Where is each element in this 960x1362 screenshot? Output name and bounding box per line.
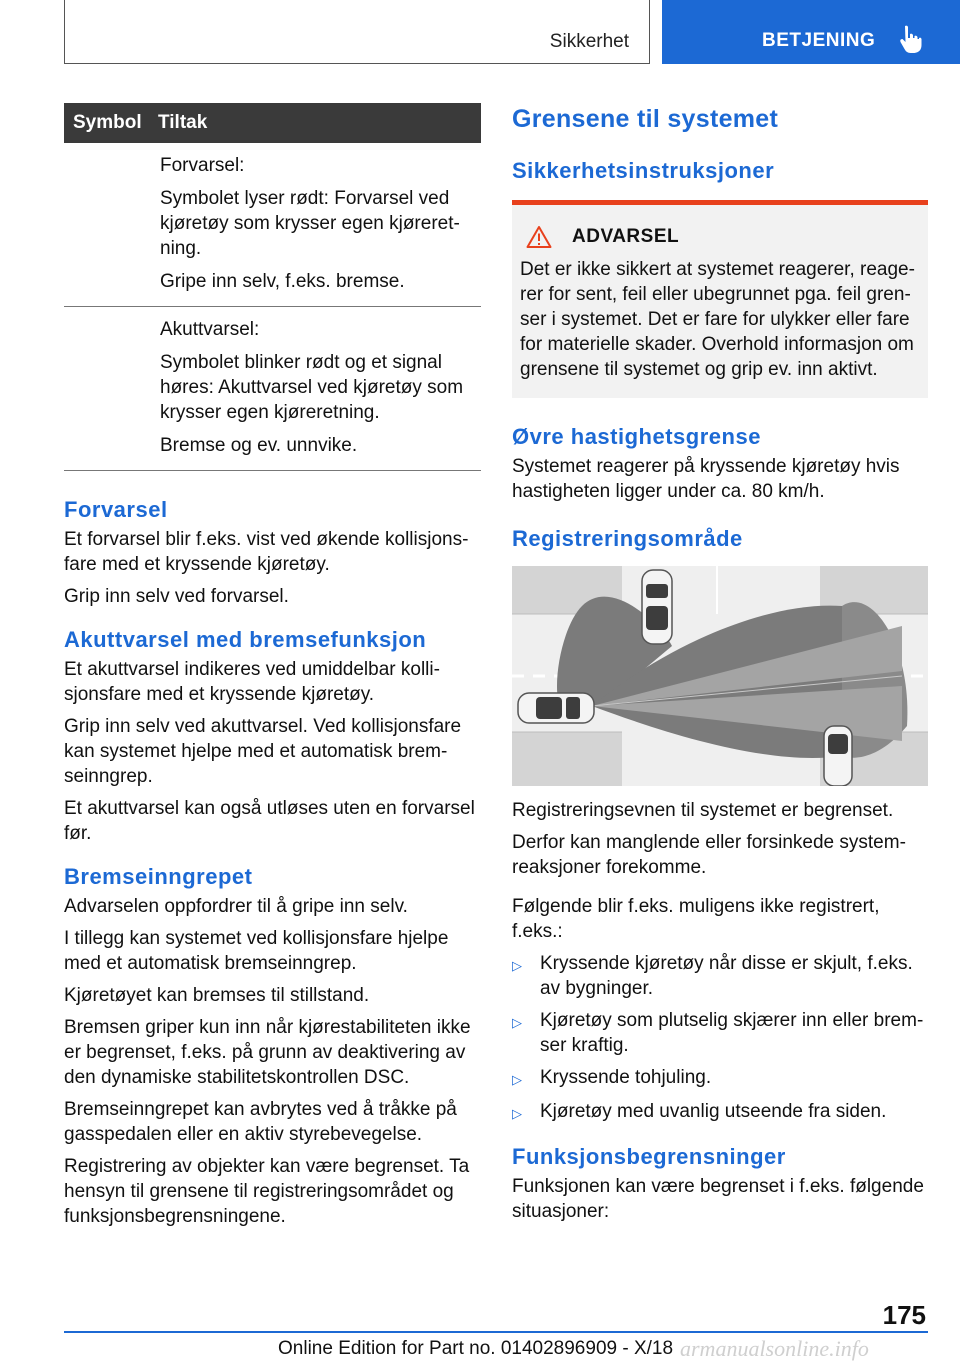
footer-divider: [64, 1331, 928, 1333]
akutt-paragraph: Grip inn selv ved akuttvarsel. Ved kollisjonsfare kan systemet hjelpe med et automatisk brem- seinngrep.: [64, 716, 462, 787]
table-row-line: Symbolet lyser rødt: Forvarsel ved kjøretøy som krysser egen kjøreret- ning.: [160, 188, 460, 259]
safety-subtitle: Sikkerhetsinstruksjoner: [512, 158, 775, 183]
bremse-paragraph: Advarselen oppfordrer til å gripe inn selv.: [64, 896, 408, 917]
table-row: [64, 143, 481, 307]
forvarsel-paragraph: Grip inn selv ved forvarsel.: [64, 586, 289, 607]
chapter-tab[interactable]: [662, 0, 960, 64]
chapter-tab-label: BETJENING: [762, 30, 876, 51]
speed-paragraph: Systemet reagerer på kryssende kjøretøy hvis hastigheten ligger under ca. 80 km/h.: [512, 456, 900, 502]
right-column: [512, 103, 928, 1224]
table-header: [64, 103, 481, 143]
range-heading: Registreringsområde: [512, 526, 743, 551]
akutt-paragraph: Et akuttvarsel indikeres ved umiddelbar kolli- sjonsfare med et kryssende kjøretøy.: [64, 659, 440, 705]
list-item: [512, 951, 928, 1001]
header-section-box: [64, 0, 650, 64]
bremse-heading: Bremseinngrepet: [64, 864, 253, 889]
edition-text: Online Edition for Part no. 01402896909 - X/18: [278, 1338, 674, 1359]
akutt-paragraph: Et akuttvarsel kan også utløses uten en forvarsel før.: [64, 798, 475, 844]
list-item-text: Kjøretøy med uvanlig utseende fra siden.: [540, 1101, 887, 1122]
table-row-line: Symbolet blinker rødt og et signal høres: Akuttvarsel ved kjøretøy som krysser egen kjøreretning.: [160, 352, 464, 423]
table-cell-symbol: [64, 307, 158, 470]
list-item-text: Kryssende kjøretøy når disse er skjult, f.eks. av bygninger.: [540, 953, 913, 999]
hand-pointer-icon: [898, 24, 924, 54]
warning-label: ADVARSEL: [572, 226, 680, 247]
range-paragraph: Følgende blir f.eks. muligens ikke registrert, f.eks.:: [512, 896, 880, 942]
table-row-line: Akuttvarsel:: [160, 319, 260, 340]
forvarsel-paragraph: Et forvarsel blir f.eks. vist ved økende kollisjons- fare med et kryssende kjøretøy.: [64, 529, 469, 575]
list-item-text: Kryssende tohjuling.: [540, 1067, 712, 1088]
range-paragraph: Registreringsevnen til systemet er begrenset.: [512, 800, 894, 821]
table-row-line: Bremse og ev. unnvike.: [160, 435, 358, 456]
warning-text: Det er ikke sikkert at systemet reagerer, reage- rer for sent, feil eller ubegrunnet pga. feil gren- ser i systemet. Det er fare for ulykker eller fare for materielle skader. Overhold informasjon om grensene til systemet og grip ev. inn aktivt.: [520, 259, 915, 380]
list-item: [512, 1065, 928, 1092]
undetected-list: [512, 951, 928, 1126]
triangle-bullet-icon: ▷: [512, 1015, 522, 1030]
bremse-paragraph: Registrering av objekter kan være begrenset. Ta hensyn til grensene til registreringsområdet og funksjonsbegrensningene.: [64, 1156, 470, 1227]
bremse-paragraph: Bremseinngrepet kan avbrytes ved å tråkke på gasspedalen eller en aktiv styrebevegelse.: [64, 1099, 457, 1145]
table-row: [64, 307, 481, 471]
left-column: [64, 103, 481, 1229]
forvarsel-heading: Forvarsel: [64, 497, 168, 522]
watermark: armanualsonline.info: [680, 1336, 869, 1361]
bremse-paragraph: Bremsen griper kun inn når kjørestabiliteten ikke er begrenset, f.eks. på grunn av deaktivering av den dynamiske stabilitetskontrollen DSC.: [64, 1017, 471, 1088]
detection-range-illustration: [512, 566, 928, 786]
triangle-bullet-icon: ▷: [512, 1106, 522, 1121]
warning-title: [526, 225, 920, 249]
table-cell-symbol: [64, 143, 158, 306]
speed-heading: Øvre hastighetsgrense: [512, 424, 761, 449]
bremse-paragraph: Kjøretøyet kan bremses til stillstand.: [64, 985, 370, 1006]
warning-box: [512, 200, 928, 398]
page-number: 175: [882, 1300, 926, 1330]
table-row-line: Gripe inn selv, f.eks. bremse.: [160, 271, 405, 292]
akutt-heading: Akuttvarsel med bremsefunksjon: [64, 627, 427, 652]
limits-heading: Funksjonsbegrensninger: [512, 1144, 786, 1169]
table-header-symbol: Symbol: [73, 112, 142, 133]
page-title: Grensene til systemet: [512, 105, 779, 133]
table-cell-action: [158, 307, 481, 470]
triangle-bullet-icon: ▷: [512, 1072, 522, 1087]
list-item: [512, 1099, 928, 1126]
intersection-diagram: [512, 566, 928, 786]
table-row-line: Forvarsel:: [160, 155, 245, 176]
bremse-paragraph: I tillegg kan systemet ved kollisjonsfare hjelpe med et automatisk bremseinngrep.: [64, 928, 449, 974]
section-title: Sikkerhet: [549, 31, 629, 52]
table-header-action: Tiltak: [158, 112, 208, 133]
warning-triangle-icon: [526, 225, 552, 249]
triangle-bullet-icon: ▷: [512, 958, 522, 973]
list-item-text: Kjøretøy som plutselig skjærer inn eller brem- ser kraftig.: [540, 1010, 924, 1056]
list-item: [512, 1008, 928, 1058]
limits-paragraph: Funksjonen kan være begrenset i f.eks. følgende situasjoner:: [512, 1176, 924, 1222]
range-paragraph: Derfor kan manglende eller forsinkede system- reaksjoner forekomme.: [512, 832, 906, 878]
table-cell-action: [158, 143, 481, 306]
